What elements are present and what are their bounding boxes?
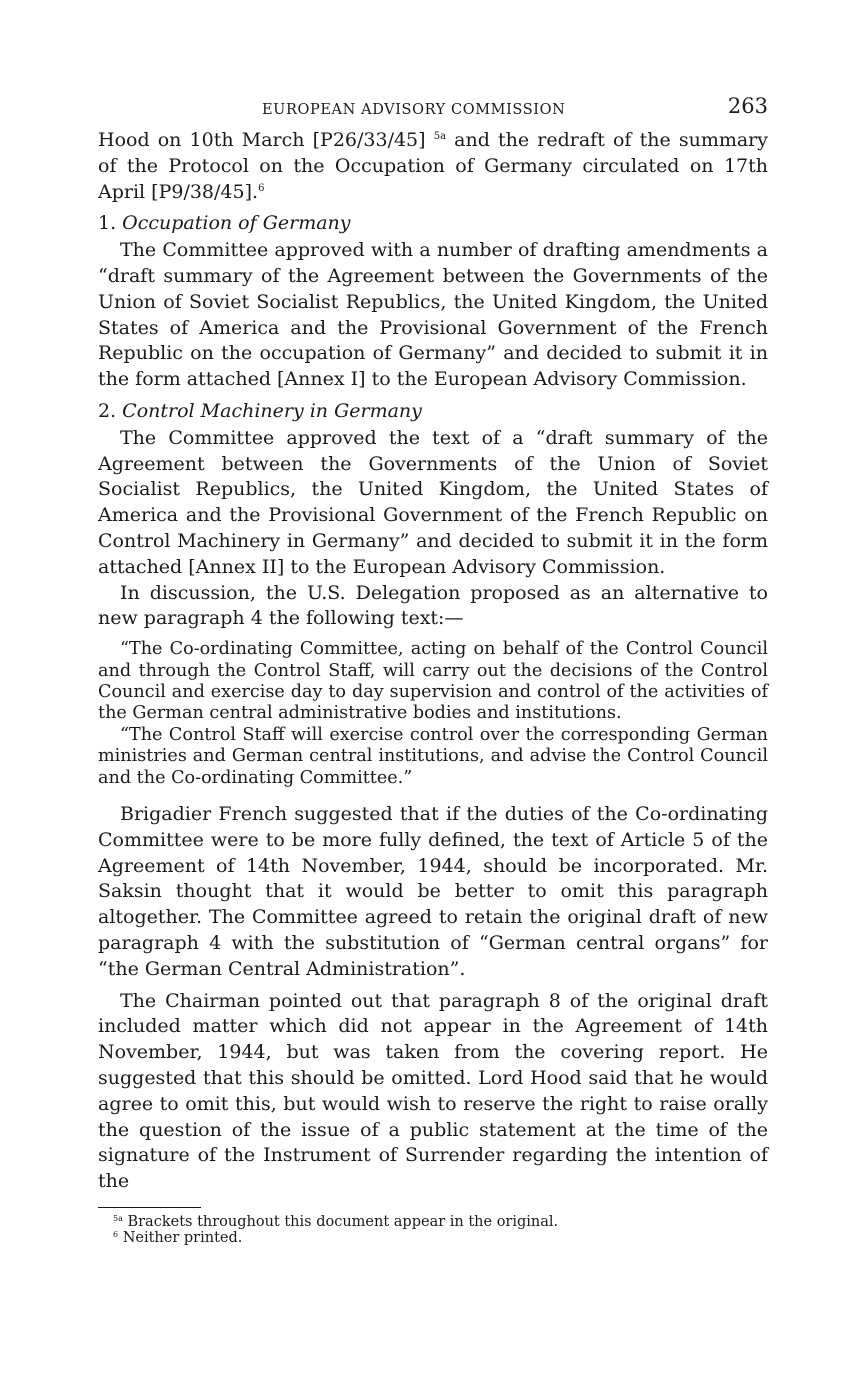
section-1-paragraph: The Committee approved with a number of drafting amendments a “draft summary of the Agreement between the Governments of the Union of Soviet Socialist Republics, the United Kingdom, the United States of America and the Provisional Government of the French Republic on the occupation of Germany” and decided to submit it in the form attached [Annex I] to the European Advisory Commission. bbox=[98, 239, 768, 391]
main-text bbox=[98, 128, 768, 1195]
page-number: 263 bbox=[727, 94, 768, 118]
footnote-mark: 6 bbox=[113, 1230, 119, 1240]
footnote-6 bbox=[113, 1230, 768, 1247]
footnote-mark: 5a bbox=[113, 1213, 123, 1223]
section-title-1: Occupation of Germany bbox=[122, 212, 351, 235]
section-heading-1 bbox=[98, 211, 768, 237]
section-heading-2 bbox=[98, 399, 768, 425]
section-number-2: 2. bbox=[98, 399, 123, 422]
brigadier-french-paragraph: Brigadier French suggested that if the duties of the Co-ordinating Committee were to be more fully defined, the text of Article 5 of the Agreement of 14th November, 1944, should be incorporated. Mr. Saksin thought that it would be better to omit this paragraph altogether. The Committee agreed to retain the original draft of new paragraph 4 with the substitution of “German central organs” for “the German Central Administration”. bbox=[98, 802, 768, 980]
quote-paragraph-2: “The Control Staff will exercise control over the corresponding German ministries and German central institutions, and advise the Control Council and the Co-ordinating Committee.” bbox=[98, 724, 768, 788]
footnote-ref-6: 6 bbox=[258, 182, 265, 194]
section-2-paragraph-1: The Committee approved the text of a “draft summary of the Agreement between the Governments of the Union of Soviet Socialist Republics, the United Kingdom, the United States of America and the Provisional Government of the French Republic on Control Machinery in Germany” and decided to submit it in the form attached [Annex II] to the European Advisory Commission. bbox=[98, 426, 768, 578]
footnote-text: Brackets throughout this document appear in the original. bbox=[122, 1213, 559, 1230]
block-quote bbox=[98, 639, 768, 789]
intro-paragraph bbox=[98, 128, 768, 205]
footnote-5a bbox=[113, 1214, 768, 1231]
chairman-paragraph: The Chairman pointed out that paragraph 8 of the original draft included matter which did not appear in the Agreement of 14th November, 1944, but was taken from the covering report. He suggested that this should be omitted. Lord Hood said that he would agree to omit this, but would wish to reserve the right to raise orally the question of the issue of a public statement at the time of the signature of the Instrument of Surrender regarding the intention of the bbox=[98, 989, 768, 1193]
footnote-ref-5a: 5a bbox=[433, 131, 447, 142]
section-number-1: 1. bbox=[98, 212, 123, 235]
section-title-2: Control Machinery in Germany bbox=[122, 399, 422, 422]
footnote-text: Neither printed. bbox=[118, 1230, 243, 1247]
intro-text-continued: and the redraft of the summary of the Protocol on the Occupation of Germany circulated on 17th April [P9/38/45]. bbox=[98, 129, 769, 203]
document-page bbox=[98, 92, 768, 1247]
page-header bbox=[98, 92, 768, 128]
running-title: EUROPEAN ADVISORY COMMISSION bbox=[262, 102, 566, 118]
footnotes bbox=[98, 1214, 768, 1247]
footnote-divider bbox=[98, 1207, 201, 1208]
quote-paragraph-1: “The Co-ordinating Committee, acting on behalf of the Control Council and through the Control Staff, will carry out the decisions of the Control Council and exercise day to day supervision and control of the activities of the German central administrative bodies and institutions. bbox=[98, 639, 768, 724]
section-2-paragraph-2: In discussion, the U.S. Delegation proposed as an alternative to new paragraph 4 the following text:— bbox=[98, 581, 768, 630]
intro-text: Hood on 10th March [P26/33/45] bbox=[98, 129, 434, 151]
